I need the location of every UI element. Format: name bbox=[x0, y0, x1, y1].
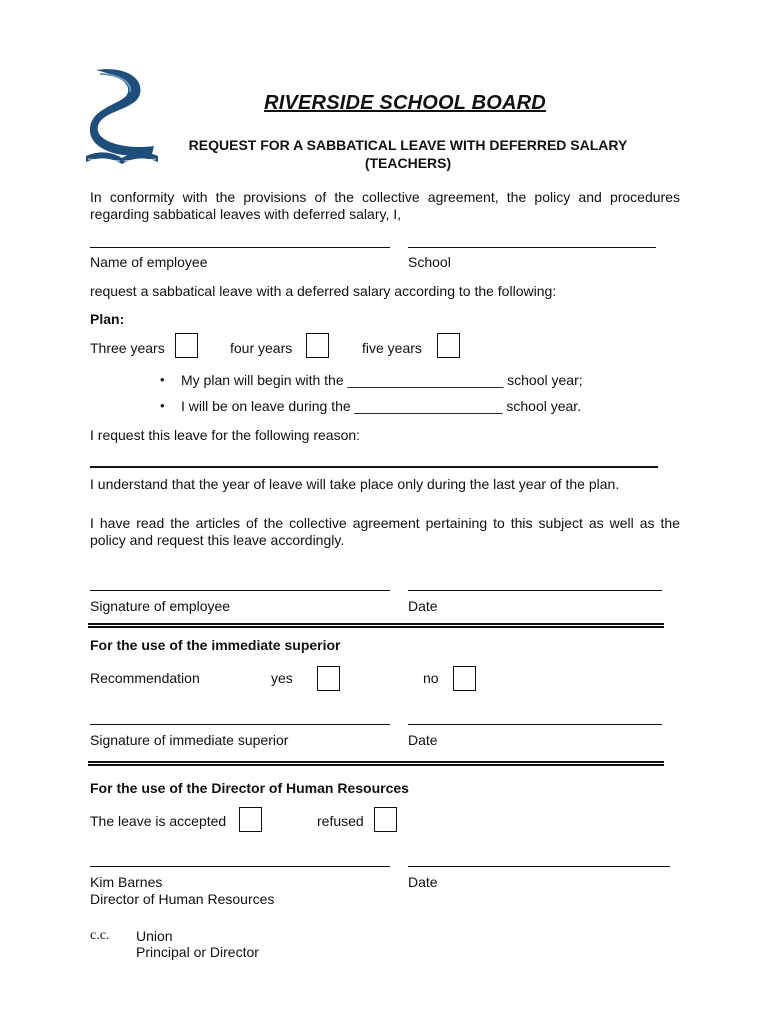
four-years-checkbox[interactable] bbox=[306, 333, 329, 358]
leave-refused-label: refused bbox=[317, 813, 364, 829]
form-subtitle bbox=[0, 136, 770, 172]
plan-option-five-years-label: five years bbox=[362, 340, 422, 356]
reason-field[interactable] bbox=[90, 466, 658, 468]
employee-signature-field[interactable] bbox=[90, 590, 390, 591]
employee-name-label: Name of employee bbox=[90, 254, 208, 270]
plan-start-text[interactable]: My plan will begin with the ____________________ school year; bbox=[181, 372, 583, 388]
page-title: RIVERSIDE SCHOOL BOARD bbox=[264, 92, 546, 114]
three-years-checkbox[interactable] bbox=[175, 333, 198, 358]
reason-label: I request this leave for the following reason: bbox=[90, 427, 361, 443]
leave-refused-checkbox[interactable] bbox=[374, 807, 397, 832]
cc-principal: Principal or Director bbox=[136, 944, 259, 960]
employee-date-field[interactable] bbox=[408, 590, 662, 591]
employee-signature-label: Signature of employee bbox=[90, 598, 231, 614]
employee-name-field[interactable] bbox=[90, 247, 390, 248]
recommendation-label: Recommendation bbox=[90, 670, 200, 686]
yes-label: yes bbox=[271, 670, 293, 686]
section-divider bbox=[88, 761, 664, 766]
superior-section-heading: For the use of the immediate superior bbox=[90, 637, 341, 653]
bullet-icon: • bbox=[160, 398, 165, 413]
school-field[interactable] bbox=[408, 247, 656, 248]
leave-accepted-label: The leave is accepted bbox=[90, 813, 227, 829]
subtitle-line-2: (TEACHERS) bbox=[364, 155, 452, 171]
five-years-checkbox[interactable] bbox=[437, 333, 460, 358]
director-signature-field[interactable] bbox=[90, 866, 390, 867]
leave-accepted-checkbox[interactable] bbox=[239, 807, 262, 832]
read-agreement-paragraph: I have read the articles of the collective agreement pertaining to this subject as well as the policy and request this leave accordingly. bbox=[90, 515, 680, 548]
superior-signature-field[interactable] bbox=[90, 724, 390, 725]
no-label: no bbox=[423, 670, 439, 686]
employee-date-label: Date bbox=[408, 598, 438, 614]
director-name: Kim Barnes bbox=[90, 874, 163, 890]
director-section-heading: For the use of the Director of Human Resources bbox=[90, 780, 409, 796]
subtitle-line-1: REQUEST FOR A SABBATICAL LEAVE WITH DEFERRED SALARY bbox=[188, 137, 628, 153]
superior-date-field[interactable] bbox=[408, 724, 662, 725]
recommendation-no-checkbox[interactable] bbox=[453, 666, 476, 691]
superior-date-label: Date bbox=[408, 732, 438, 748]
plan-option-three-years-label: Three years bbox=[90, 340, 165, 356]
superior-signature-label: Signature of immediate superior bbox=[90, 732, 289, 748]
school-label: School bbox=[408, 254, 451, 270]
understand-text: I understand that the year of leave will take place only during the last year of the plan. bbox=[90, 476, 620, 492]
plan-heading: Plan: bbox=[90, 311, 125, 327]
intro-paragraph: In conformity with the provisions of the collective agreement, the policy and procedures regarding sabbatical leaves with deferred salary, I, bbox=[90, 189, 680, 222]
director-role: Director of Human Resources bbox=[90, 891, 275, 907]
leave-year-text[interactable]: I will be on leave during the ___________________ school year. bbox=[181, 398, 582, 414]
section-divider bbox=[88, 623, 664, 628]
request-text: request a sabbatical leave with a deferred salary according to the following: bbox=[90, 283, 557, 299]
cc-label: c.c. bbox=[90, 928, 110, 943]
recommendation-yes-checkbox[interactable] bbox=[317, 666, 340, 691]
plan-option-four-years-label: four years bbox=[230, 340, 293, 356]
director-date-field[interactable] bbox=[408, 866, 670, 867]
director-date-label: Date bbox=[408, 874, 438, 890]
bullet-icon: • bbox=[160, 372, 165, 387]
cc-union: Union bbox=[136, 928, 173, 944]
